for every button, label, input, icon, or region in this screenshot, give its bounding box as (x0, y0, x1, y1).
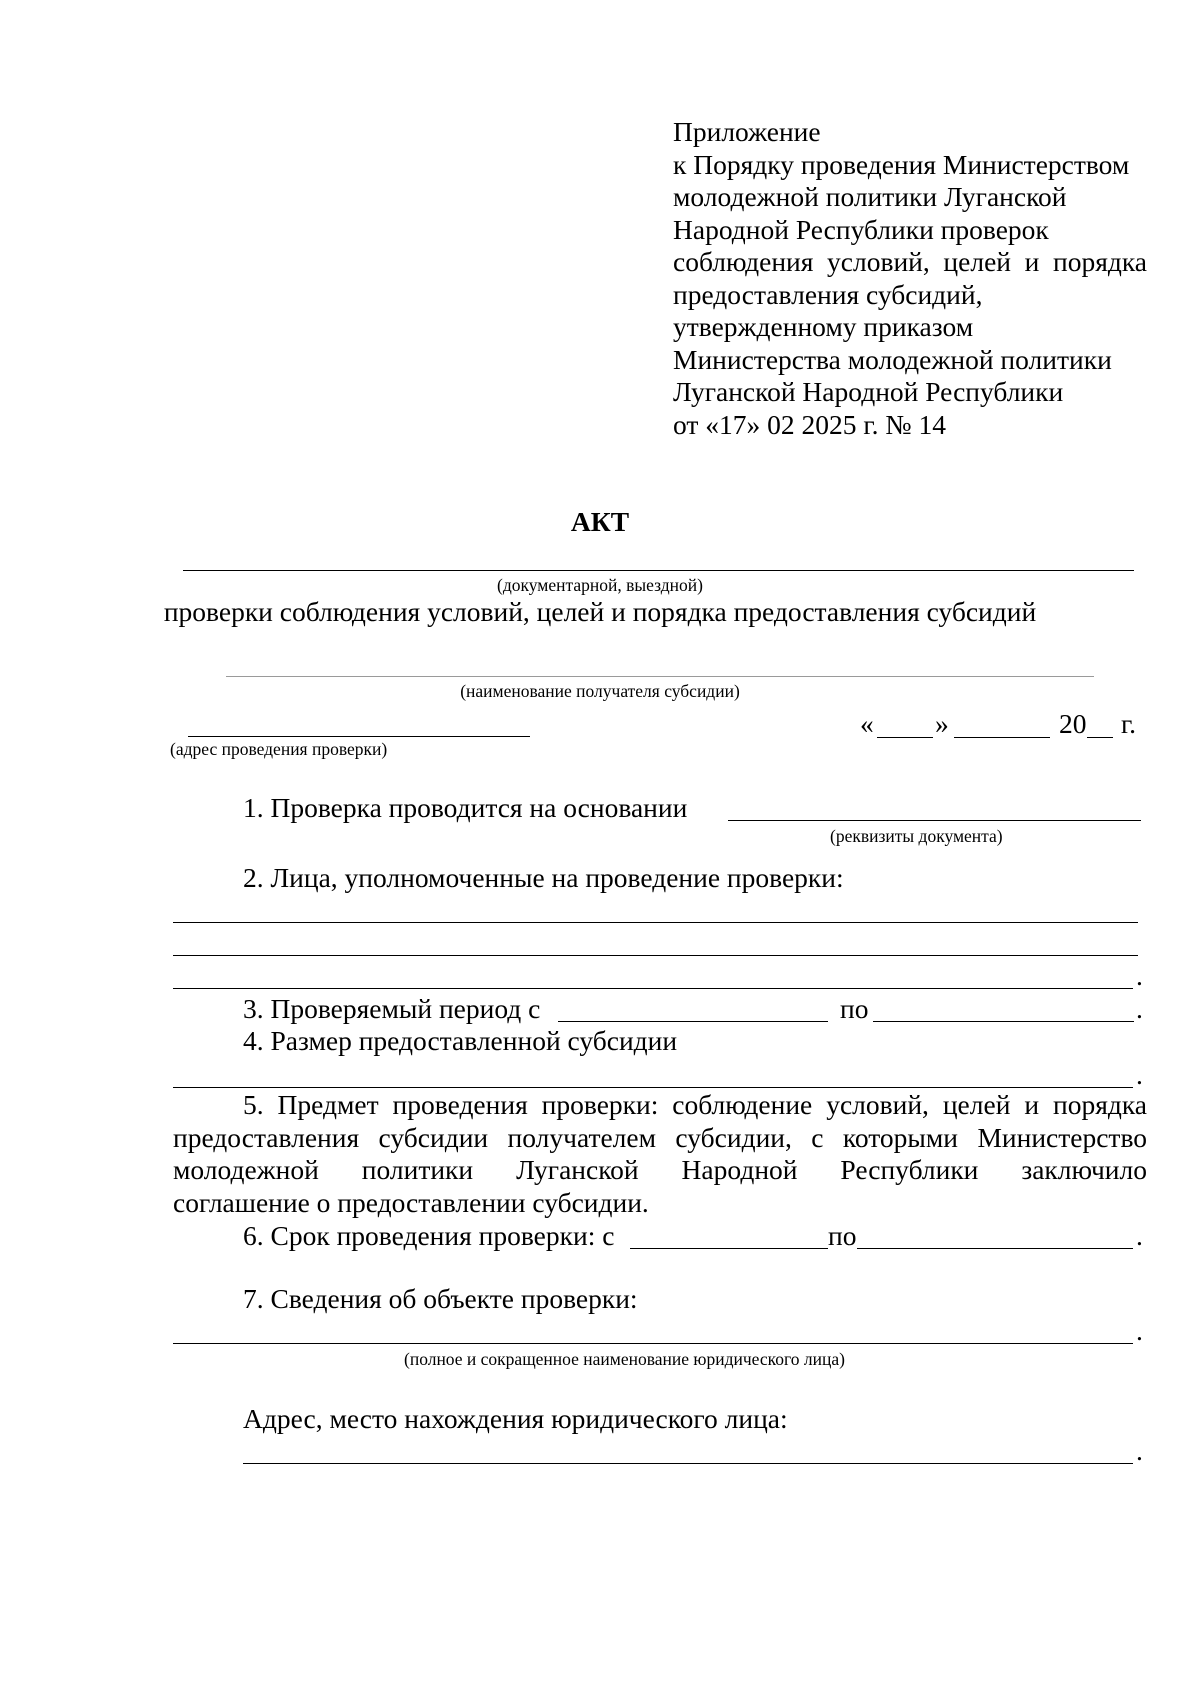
item-2: 2. Лица, уполномоченные на проведение проверки: (243, 862, 844, 893)
address-location-field (243, 1463, 1133, 1464)
item-4-field (173, 1087, 1133, 1088)
item-5-line: предоставления субсидии получателем субсидии, с которыми Министерство (173, 1121, 1147, 1153)
item-1-field (728, 820, 1141, 821)
document-subtitle: проверки соблюдения условий, целей и порядка предоставления субсидий (163, 596, 1037, 627)
item-1-caption: (реквизиты документа) (830, 826, 1003, 846)
address-label: Адрес, место нахождения юридического лица: (243, 1403, 788, 1434)
date-field (858, 708, 1143, 741)
item-5 (173, 1089, 1147, 1219)
open-quote: « (860, 708, 874, 739)
appendix-line: Народной Республики проверок (673, 213, 1049, 245)
inspection-type-field (183, 570, 1134, 571)
document-title: АКТ (570, 506, 630, 537)
month-blank (954, 737, 1050, 738)
period-from-field (558, 1021, 828, 1022)
recipient-field (226, 676, 1094, 677)
appendix-line: предоставления субсидий, (673, 278, 983, 310)
end-period: . (1136, 1315, 1143, 1346)
item-1: 1. Проверка проводится на основании (243, 792, 688, 823)
item-6-prefix: 6. Срок проведения проверки: с (243, 1220, 615, 1251)
end-period: . (1136, 960, 1143, 991)
item-3-mid: по (840, 993, 869, 1024)
end-period: . (1136, 993, 1143, 1024)
appendix-line: соблюдения условий, целей и порядка (673, 246, 1147, 277)
appendix-line: Луганской Народной Республики (673, 376, 1064, 407)
day-blank (877, 737, 933, 738)
item-6-mid: по (828, 1220, 857, 1251)
period-to-field (873, 1021, 1134, 1022)
appendix-line: к Порядку проведения Министерством (673, 148, 1130, 180)
appendix-line: от «17» 02 2025 г. № 14 (673, 408, 946, 440)
close-quote: » (935, 708, 949, 739)
end-period: . (1136, 1059, 1143, 1090)
recipient-caption: (наименование получателя субсидии) (460, 681, 740, 701)
appendix-line: Приложение (673, 116, 821, 147)
year-blank (1087, 737, 1113, 738)
address-caption: (адрес проведения проверки) (170, 739, 388, 759)
end-period: . (1136, 1435, 1143, 1466)
appendix-block (673, 116, 1147, 441)
item-2-field (173, 922, 1138, 923)
item-7-field (173, 1343, 1133, 1344)
item-3-prefix: 3. Проверяемый период с (243, 993, 541, 1024)
item-2-field (173, 988, 1133, 989)
address-field (188, 736, 530, 737)
item-7: 7. Сведения об объекте проверки: (243, 1283, 638, 1314)
appendix-line: молодежной политики Луганской (673, 181, 1067, 212)
item-5-line: 5. Предмет проведения проверки: соблюдение условий, целей и порядка (243, 1089, 1147, 1120)
term-from-field (630, 1248, 828, 1249)
appendix-line: Министерства молодежной политики (673, 343, 1112, 375)
century: 20 (1059, 708, 1087, 739)
end-period: . (1136, 1220, 1143, 1251)
item-7-caption: (полное и сокращенное наименование юридического лица) (404, 1349, 845, 1369)
item-5-line: молодежной политики Луганской Народной Республики заключило (173, 1154, 1147, 1185)
inspection-type-caption: (документарной, выездной) (497, 575, 703, 595)
item-4: 4. Размер предоставленной субсидии (243, 1025, 678, 1056)
item-5-line: соглашение о предоставлении субсидии. (173, 1186, 649, 1218)
item-2-field (173, 955, 1138, 956)
term-to-field (857, 1248, 1133, 1249)
year-suffix: г. (1121, 708, 1137, 739)
appendix-line: утвержденному приказом (673, 311, 974, 342)
